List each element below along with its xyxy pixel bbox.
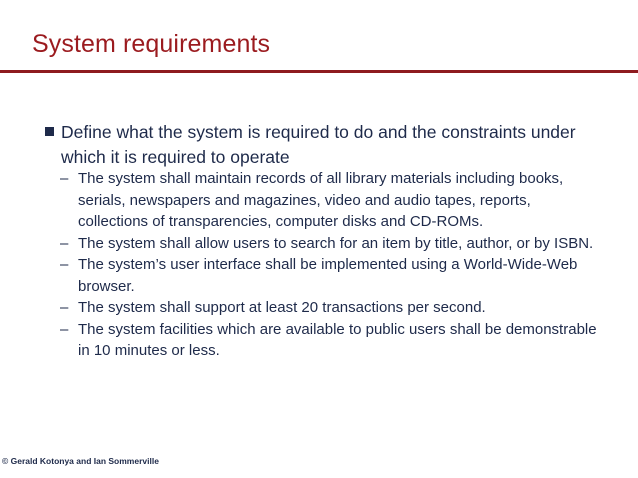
sub-bullet-5 — [60, 319, 600, 362]
dash-bullet-icon: – — [60, 320, 69, 338]
sub-bullet-4 — [60, 297, 600, 319]
main-bullet — [45, 120, 600, 170]
dash-bullet-icon: – — [60, 234, 69, 252]
square-bullet-icon — [45, 127, 54, 136]
slide-title: System requirements — [32, 30, 271, 58]
sub-bullet-text: The system shall allow users to search for an item by title, author, or by ISBN. — [78, 234, 594, 252]
sub-bullet-list — [60, 168, 600, 362]
sub-bullet-3 — [60, 254, 600, 297]
dash-bullet-icon: – — [60, 170, 69, 187]
main-bullet-text: Define what the system is required to do and the constraints under which it is required to operate — [61, 122, 576, 167]
sub-bullet-2 — [60, 233, 600, 255]
dash-bullet-icon: – — [60, 299, 69, 316]
sub-bullet-text: The system’s user interface shall be implemented using a World-Wide-Web browser. — [78, 256, 578, 295]
copyright-footer: © Gerald Kotonya and Ian Sommerville — [2, 456, 159, 466]
sub-bullet-text: The system shall maintain records of all library materials including books, serials, newspapers and magazines, video and audio tapes, reports, collections of transparencies, computer disks and CD-ROMs. — [78, 170, 564, 230]
title-divider — [0, 70, 638, 73]
dash-bullet-icon: – — [60, 256, 69, 273]
sub-bullet-text: The system facilities which are available to public users shall be demonstrable in 10 minutes or less. — [78, 320, 597, 359]
sub-bullet-1 — [60, 168, 600, 233]
sub-bullet-text: The system shall support at least 20 transactions per second. — [78, 299, 486, 316]
